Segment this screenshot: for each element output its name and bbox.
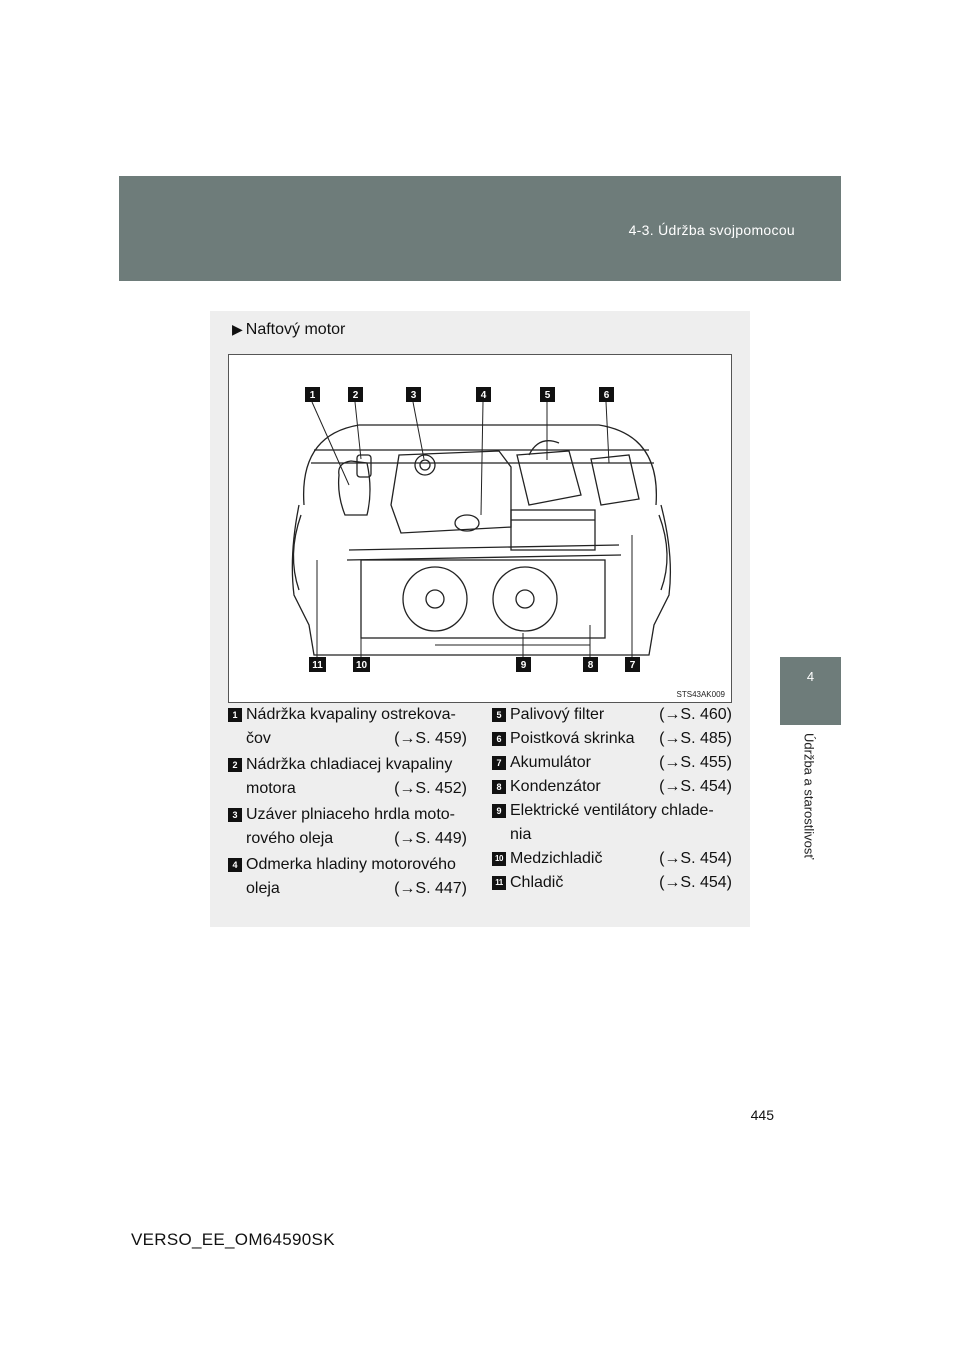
list-item: 2 Nádržka chladiacej kvapaliny motora (→S. 452) [228, 753, 473, 801]
list-item: 11 Chladič (→S. 454) [492, 871, 732, 895]
panel-heading: ▶ Naftový motor [232, 321, 346, 338]
figure-code: STS43AK009 [676, 690, 725, 699]
callout-2: 2 [352, 390, 359, 401]
callout-4: 4 [480, 390, 487, 401]
engine-panel [210, 311, 750, 927]
callout-11: 11 [312, 660, 323, 671]
callout-5: 5 [544, 390, 551, 401]
page-number: 445 [750, 1107, 774, 1123]
callout-8: 8 [587, 660, 594, 671]
list-item: 7 Akumulátor (→S. 455) [492, 751, 732, 775]
document-code: VERSO_EE_OM64590SK [131, 1230, 335, 1249]
triangle-right-icon: ▶ [232, 321, 243, 337]
list-item: 10 Medzichladič (→S. 454) [492, 847, 732, 871]
legend-right [492, 703, 732, 895]
list-item: 4 Odmerka hladiny motorového oleja (→S. 447) [228, 853, 473, 901]
section-title: 4-3. Údržba svojpomocou [628, 222, 795, 238]
list-item: 8 Kondenzátor (→S. 454) [492, 775, 732, 799]
chapter-tab[interactable] [780, 657, 841, 725]
list-item: 1 Nádržka kvapaliny ostrekova- čov (→S. 459) [228, 703, 473, 751]
chapter-label: Údržba a starostlivosť [801, 733, 817, 860]
list-item: 9 Elektrické ventilátory chlade- nia [492, 799, 732, 847]
callout-9: 9 [520, 660, 527, 671]
legend-left [228, 703, 473, 903]
callout-3: 3 [410, 390, 417, 401]
chapter-number: 4 [806, 669, 815, 684]
callout-10: 10 [355, 660, 368, 671]
engine-figure [228, 354, 732, 703]
list-item: 5 Palivový filter (→S. 460) [492, 703, 732, 727]
callout-7: 7 [629, 660, 636, 671]
callout-1: 1 [309, 390, 316, 401]
callout-6: 6 [603, 390, 610, 401]
list-item: 3 Uzáver plniaceho hrdla moto- rového oleja (→S. 449) [228, 803, 473, 851]
list-item: 6 Poistková skrinka (→S. 485) [492, 727, 732, 751]
engine-illustration [229, 355, 731, 702]
header-band [119, 176, 841, 281]
